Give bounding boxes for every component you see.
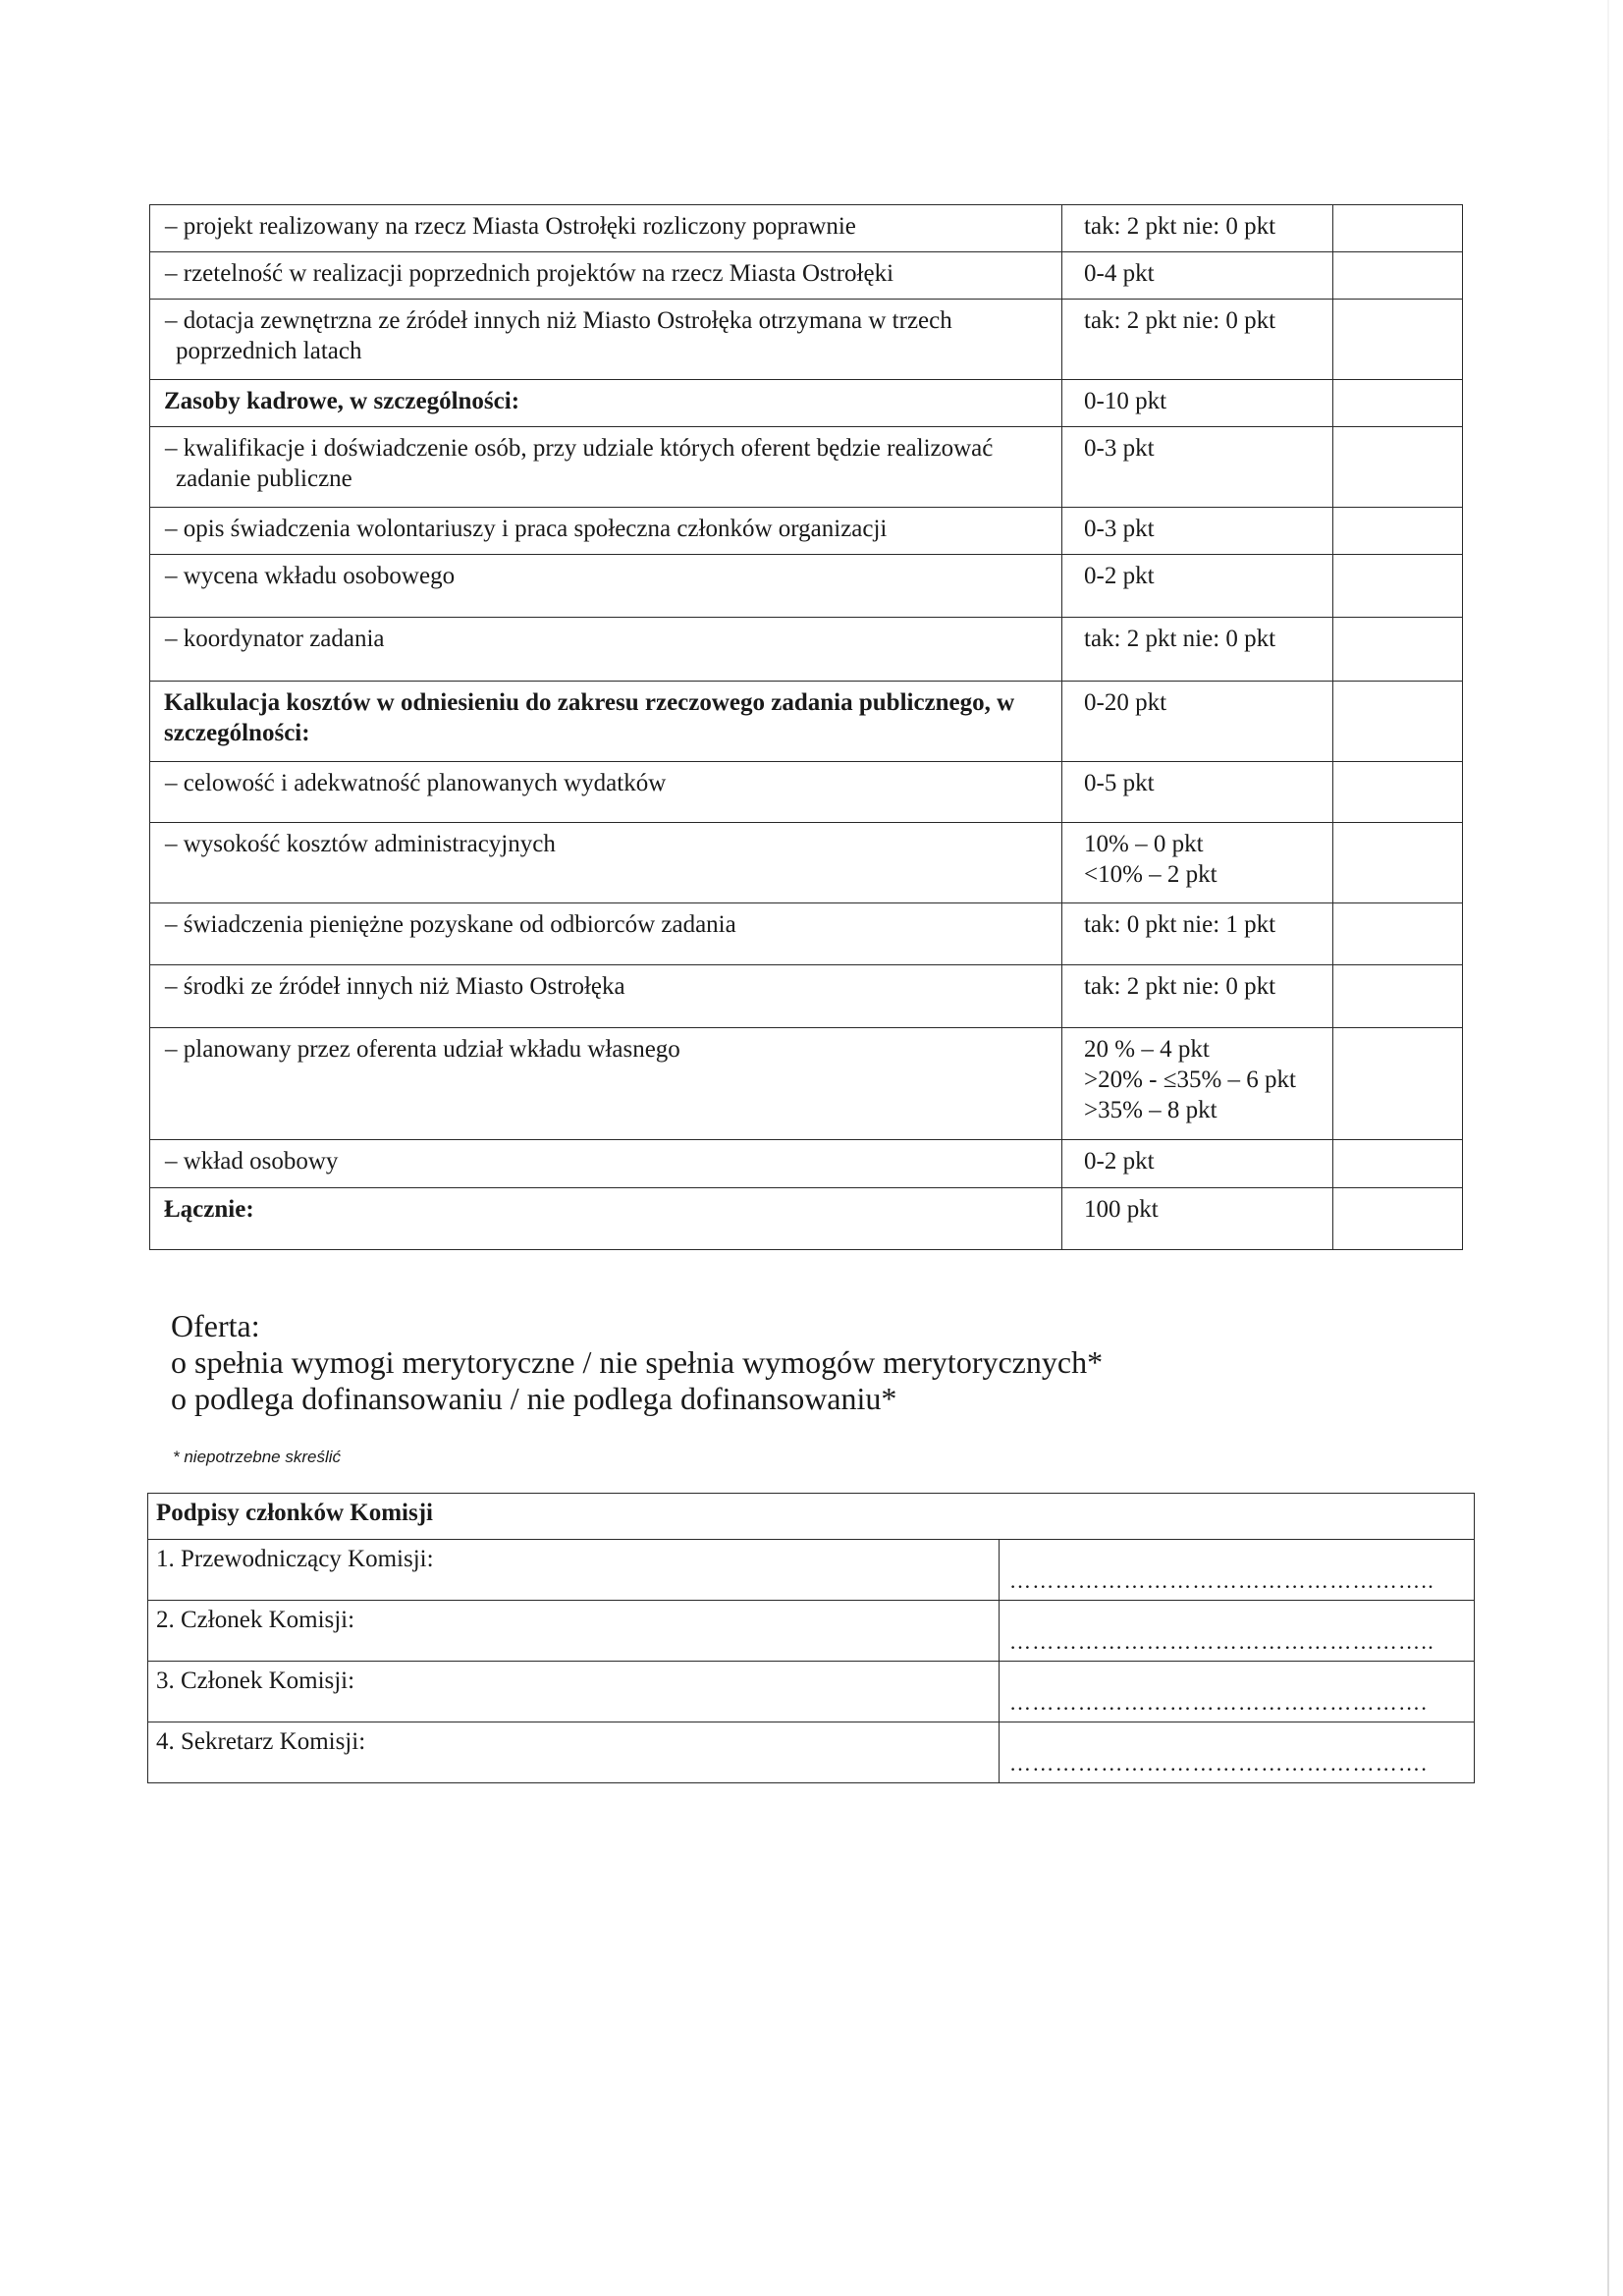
criterion-label: – wysokość kosztów administracyjnych	[150, 823, 1062, 903]
score-cell	[1333, 1140, 1463, 1188]
table-row	[150, 555, 1463, 618]
criterion-label: – środki ze źródeł innych niż Miasto Ostrołęka	[150, 965, 1062, 1028]
criterion-label: – wkład osobowy	[150, 1140, 1062, 1188]
points-line: 0-3 pkt	[1084, 435, 1155, 462]
offer-merit-option: o spełnia wymogi merytoryczne / nie spełnia wymogów merytorycznych*	[171, 1344, 1104, 1380]
scoring-table	[149, 204, 1463, 1250]
table-row	[150, 427, 1463, 508]
score-cell	[1333, 1028, 1463, 1140]
points-line: >20% - ≤35% – 6 pkt	[1084, 1066, 1296, 1093]
points-line: tak: 2 pkt nie: 0 pkt	[1084, 973, 1276, 1000]
signatory-label: 2. Członek Komisji:	[148, 1601, 1000, 1662]
score-cell	[1333, 427, 1463, 508]
criterion-points	[1062, 1028, 1333, 1140]
criterion-points	[1062, 427, 1333, 508]
criterion-points	[1062, 300, 1333, 380]
table-row	[148, 1540, 1475, 1601]
section-heading: Kalkulacja kosztów w odniesieniu do zakresu rzeczowego zadania publicznego, w szczególności:	[150, 682, 1062, 762]
criterion-label: – świadczenia pieniężne pozyskane od odbiorców zadania	[150, 903, 1062, 965]
criterion-label: – kwalifikacje i doświadczenie osób, przy udziale których oferent będzie realizować zadanie publiczne	[150, 427, 1062, 508]
offer-title: Oferta:	[171, 1308, 260, 1343]
table-row	[150, 682, 1463, 762]
criterion-label: – projekt realizowany na rzecz Miasta Ostrołęki rozliczony poprawnie	[150, 205, 1062, 252]
table-row	[150, 762, 1463, 823]
criterion-label: – wycena wkładu osobowego	[150, 555, 1062, 618]
signatory-label: 3. Członek Komisji:	[148, 1662, 1000, 1722]
table-row	[150, 965, 1463, 1028]
score-cell	[1333, 618, 1463, 682]
points-line: 100 pkt	[1084, 1196, 1159, 1223]
table-row	[150, 903, 1463, 965]
table-row	[150, 1140, 1463, 1188]
total-points	[1062, 1188, 1333, 1250]
score-cell	[1333, 555, 1463, 618]
table-row	[148, 1722, 1475, 1783]
points-line: 0-2 pkt	[1084, 1148, 1155, 1175]
section-heading: Zasoby kadrowe, w szczególności:	[150, 380, 1062, 427]
points-line: 0-10 pkt	[1084, 388, 1167, 414]
criterion-points	[1062, 762, 1333, 823]
score-cell	[1333, 380, 1463, 427]
table-row	[150, 205, 1463, 252]
criterion-label: – planowany przez oferenta udział wkładu własnego	[150, 1028, 1062, 1140]
criterion-label: – dotacja zewnętrzna ze źródeł innych niż Miasto Ostrołęka otrzymana w trzech poprzednich latach	[150, 300, 1062, 380]
table-row	[150, 618, 1463, 682]
offer-block	[171, 1308, 1447, 1417]
points-line: 0-3 pkt	[1084, 516, 1155, 542]
table-row	[148, 1494, 1475, 1540]
signatory-label: 1. Przewodniczący Komisji:	[148, 1540, 1000, 1601]
criterion-points	[1062, 965, 1333, 1028]
signature-line: ……………………………………………….	[1000, 1722, 1475, 1783]
table-row	[150, 508, 1463, 555]
signature-line: ……………………………………………….	[1000, 1662, 1475, 1722]
table-row	[150, 380, 1463, 427]
signatures-title: Podpisy członków Komisji	[148, 1494, 1475, 1540]
offer-funding-option: o podlega dofinansowaniu / nie podlega dofinansowaniu*	[171, 1381, 897, 1416]
score-cell	[1333, 965, 1463, 1028]
score-cell	[1333, 682, 1463, 762]
table-row	[150, 823, 1463, 903]
footnote: * niepotrzebne skreślić	[173, 1448, 342, 1466]
score-cell	[1333, 508, 1463, 555]
points-line: <10% – 2 pkt	[1084, 861, 1217, 888]
table-row	[148, 1662, 1475, 1722]
points-line: tak: 2 pkt nie: 0 pkt	[1084, 307, 1276, 334]
criterion-points	[1062, 555, 1333, 618]
score-cell	[1333, 300, 1463, 380]
points-line: 10% – 0 pkt	[1084, 831, 1204, 857]
score-cell	[1333, 252, 1463, 300]
criterion-points	[1062, 380, 1333, 427]
points-line: 0-4 pkt	[1084, 260, 1155, 287]
score-cell	[1333, 1188, 1463, 1250]
points-line: 0-20 pkt	[1084, 689, 1167, 716]
table-row	[148, 1601, 1475, 1662]
table-row	[150, 300, 1463, 380]
criterion-points	[1062, 205, 1333, 252]
table-row	[150, 252, 1463, 300]
criterion-points	[1062, 823, 1333, 903]
score-cell	[1333, 903, 1463, 965]
signatures-table	[147, 1493, 1475, 1783]
points-line: 20 % – 4 pkt	[1084, 1036, 1210, 1063]
criterion-points	[1062, 252, 1333, 300]
score-cell	[1333, 205, 1463, 252]
page-edge-shadow	[1607, 0, 1609, 2296]
points-line: 0-5 pkt	[1084, 770, 1155, 796]
points-line: tak: 2 pkt nie: 0 pkt	[1084, 213, 1276, 240]
criterion-points	[1062, 903, 1333, 965]
criterion-points	[1062, 508, 1333, 555]
criterion-points	[1062, 682, 1333, 762]
criterion-points	[1062, 1140, 1333, 1188]
signature-line: ………………………………………………..	[1000, 1601, 1475, 1662]
criterion-label: – koordynator zadania	[150, 618, 1062, 682]
total-label: Łącznie:	[150, 1188, 1062, 1250]
table-row	[150, 1028, 1463, 1140]
points-line: >35% – 8 pkt	[1084, 1097, 1217, 1123]
criterion-label: – celowość i adekwatność planowanych wydatków	[150, 762, 1062, 823]
table-row-total	[150, 1188, 1463, 1250]
points-line: tak: 0 pkt nie: 1 pkt	[1084, 911, 1276, 938]
signature-line: ………………………………………………..	[1000, 1540, 1475, 1601]
criterion-label: – opis świadczenia wolontariuszy i praca społeczna członków organizacji	[150, 508, 1062, 555]
signatory-label: 4. Sekretarz Komisji:	[148, 1722, 1000, 1783]
points-line: tak: 2 pkt nie: 0 pkt	[1084, 626, 1276, 652]
points-line: 0-2 pkt	[1084, 563, 1155, 589]
criterion-points	[1062, 618, 1333, 682]
criterion-label: – rzetelność w realizacji poprzednich projektów na rzecz Miasta Ostrołęki	[150, 252, 1062, 300]
score-cell	[1333, 762, 1463, 823]
score-cell	[1333, 823, 1463, 903]
